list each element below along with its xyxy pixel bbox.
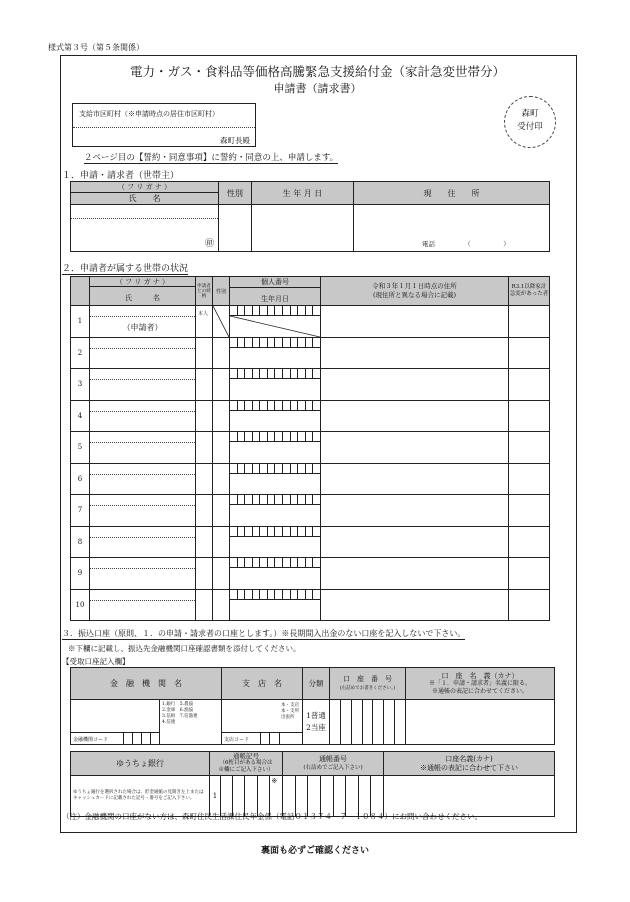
row-number: 8 bbox=[71, 526, 90, 558]
address-header: 現 住 所 bbox=[354, 182, 550, 205]
member-mynumber-cell[interactable] bbox=[230, 432, 321, 464]
member-name-cell[interactable] bbox=[90, 432, 196, 464]
member-address-cell[interactable] bbox=[321, 526, 509, 558]
type-header: 分類 bbox=[303, 668, 330, 700]
household-row bbox=[71, 589, 550, 621]
stamp-line2: 受付印 bbox=[517, 122, 543, 132]
reception-stamp bbox=[504, 96, 556, 148]
member-relation-cell[interactable] bbox=[196, 337, 213, 369]
gender-header: 性別 bbox=[219, 182, 252, 205]
household-row bbox=[71, 369, 550, 401]
dob-header: 生 年 月 日 bbox=[252, 182, 354, 205]
relation-header: 申請者との続柄 bbox=[196, 277, 213, 306]
yucho-header: ゆうちょ銀行 bbox=[71, 752, 210, 776]
holder-note2: ※通帳の表記に合わせてください。 bbox=[431, 687, 528, 695]
member-address-cell[interactable] bbox=[321, 558, 509, 590]
member-name-cell[interactable] bbox=[90, 495, 196, 527]
member-gender-cell[interactable] bbox=[213, 400, 230, 432]
member-address-cell[interactable] bbox=[321, 306, 509, 338]
footer-note: 裏面も必ずご確認ください bbox=[260, 846, 369, 856]
member-name-cell[interactable] bbox=[90, 400, 196, 432]
member-mynumber-cell[interactable] bbox=[230, 400, 321, 432]
member-relation-cell[interactable] bbox=[196, 400, 213, 432]
bank-table bbox=[70, 667, 555, 745]
member-address-cell[interactable] bbox=[321, 400, 509, 432]
household-row bbox=[71, 495, 550, 527]
row-number: 2 bbox=[71, 337, 90, 369]
passbook-symbol-one: 1 bbox=[210, 776, 221, 816]
mynumber-header: 個人番号 bbox=[261, 278, 289, 286]
member-sudden-change-cell[interactable] bbox=[509, 558, 550, 590]
branch-name-cell[interactable] bbox=[222, 700, 303, 745]
bank-kinds[interactable]: 1.銀行 5.農協 2.金庫 6.漁協 3.信組 7.信漁連 4.信連 bbox=[160, 700, 222, 745]
holder-header: 口 座 名 義（カナ） bbox=[441, 671, 519, 680]
member-relation-cell[interactable] bbox=[196, 306, 213, 338]
row-number: 3 bbox=[71, 369, 90, 401]
row-number: 4 bbox=[71, 400, 90, 432]
member-name-cell[interactable] bbox=[90, 369, 196, 401]
row-number: 5 bbox=[71, 432, 90, 464]
applicant-name-cell[interactable] bbox=[71, 205, 219, 252]
member-name-cell[interactable] bbox=[90, 558, 196, 590]
member-address-cell[interactable] bbox=[321, 337, 509, 369]
form-title: 電力・ガス・食料品等価格高騰緊急支援給付金（家計急変世帯分） bbox=[129, 64, 505, 79]
seal-mark: ㊞ bbox=[204, 239, 214, 249]
addressee-name: 森町長殿 bbox=[220, 136, 250, 145]
acct-no-note: (右詰めでお書きください。) bbox=[339, 685, 396, 691]
yucho-note: ゆうちょ銀行を選択された場合は、貯金通帳の見開き左上またはキャッシュカードに記載された記号・番号をご記入下さい。 bbox=[71, 776, 210, 817]
member-name-cell[interactable] bbox=[90, 589, 196, 621]
household-row bbox=[71, 337, 550, 369]
addressee-box bbox=[72, 103, 256, 147]
dob-header-2: 生年月日 bbox=[261, 295, 289, 303]
phone-label: 電話 （ ） bbox=[422, 240, 510, 248]
member-mynumber-cell[interactable] bbox=[230, 526, 321, 558]
passbook-number-header: 通帳番号 bbox=[319, 754, 347, 763]
passbook-symbol-note1: （6桁目がある場合は bbox=[219, 760, 273, 766]
member-gender-cell[interactable] bbox=[213, 589, 230, 621]
household-row bbox=[71, 432, 550, 464]
member-relation-cell[interactable] bbox=[196, 463, 213, 495]
member-sudden-change-cell[interactable] bbox=[509, 526, 550, 558]
passbook-symbol-note2: ※欄にご記入下さい） bbox=[218, 767, 274, 773]
member-gender-cell[interactable] bbox=[213, 558, 230, 590]
holder2-header: 口座名義(カナ) bbox=[445, 754, 493, 763]
holder2-note: ※通帳の表記に合わせて下さい bbox=[420, 763, 518, 772]
bank-code-label: 金融機関コード bbox=[73, 737, 109, 743]
member-relation-cell[interactable] bbox=[196, 432, 213, 464]
member-sudden-change-cell[interactable] bbox=[509, 432, 550, 464]
account-number-cell[interactable] bbox=[330, 700, 406, 745]
member-sudden-change-cell[interactable] bbox=[509, 369, 550, 401]
type-current[interactable]: 2当座 bbox=[306, 723, 326, 732]
row-number: 9 bbox=[71, 558, 90, 590]
member-relation-cell[interactable] bbox=[196, 558, 213, 590]
passbook-number-note: (右詰めでご記入下さい) bbox=[303, 764, 363, 771]
member-mynumber-cell[interactable] bbox=[230, 369, 321, 401]
slash-mark bbox=[213, 306, 229, 337]
section1-heading: １．申請・請求者（世帯主） bbox=[62, 171, 180, 181]
slash-mark-dob bbox=[230, 316, 320, 337]
furigana-header: （ フ リ ガ ナ ） bbox=[71, 182, 219, 193]
member-mynumber-cell[interactable] bbox=[230, 306, 321, 338]
member-address-cell[interactable] bbox=[321, 432, 509, 464]
sixth-digit-mark: ※ bbox=[271, 777, 278, 785]
member-gender-cell[interactable] bbox=[213, 526, 230, 558]
yucho-table bbox=[70, 751, 555, 817]
member-gender-cell[interactable] bbox=[213, 432, 230, 464]
section3-heading: ３．振込口座（原則、１．の申請・請求者の口座とします。）※長期間入出金のない口座を記入しないで下さい。 bbox=[62, 629, 466, 638]
household-row bbox=[71, 526, 550, 558]
member-mynumber-cell[interactable] bbox=[230, 589, 321, 621]
section3-note: ※下欄に記載し、振込先金融機関口座確認書類を添付してください。 bbox=[68, 644, 301, 653]
member-mynumber-cell[interactable] bbox=[230, 463, 321, 495]
form-number: 様式第３号（第５条関係） bbox=[48, 43, 144, 52]
section2-heading: ２．申請者が属する世帯の状況 bbox=[62, 261, 188, 275]
member-address-cell[interactable] bbox=[321, 589, 509, 621]
form-subtitle: 申請書（請求書） bbox=[273, 82, 362, 95]
member-relation-cell[interactable] bbox=[196, 495, 213, 527]
member-address-cell[interactable] bbox=[321, 463, 509, 495]
row-number: 10 bbox=[71, 589, 90, 621]
member-relation-cell[interactable] bbox=[196, 526, 213, 558]
member-sudden-change-cell[interactable] bbox=[509, 463, 550, 495]
furigana-header-2: （ フ リ ガ ナ ） bbox=[115, 278, 170, 286]
applicant-marker: （申請者） bbox=[122, 323, 163, 332]
member-name-cell[interactable] bbox=[90, 463, 196, 495]
address-header-line1: 令和３年１月１日時点の住所 bbox=[372, 282, 457, 290]
member-relation-cell[interactable] bbox=[196, 369, 213, 401]
applicant-dob-cell[interactable] bbox=[252, 205, 354, 252]
holder-note1: ※「１．申請・請求者」名義に限る。 bbox=[428, 679, 531, 687]
member-address-cell[interactable] bbox=[321, 495, 509, 527]
address-header-line2: (現住所と異なる場合に記載) bbox=[372, 291, 457, 299]
household-table bbox=[70, 276, 550, 621]
household-row bbox=[71, 558, 550, 590]
household-row bbox=[71, 400, 550, 432]
self-marker: 本人 bbox=[198, 311, 209, 317]
name-header: 氏 名 bbox=[71, 193, 219, 205]
member-name-cell[interactable] bbox=[90, 526, 196, 558]
entry-label: 【受取口座記入欄】 bbox=[62, 657, 130, 666]
member-mynumber-cell[interactable] bbox=[230, 495, 321, 527]
sudden-change-header: R3.1以降家計急変があった者 bbox=[509, 277, 550, 306]
member-mynumber-cell[interactable] bbox=[230, 558, 321, 590]
member-sudden-change-cell[interactable] bbox=[509, 306, 550, 338]
household-row bbox=[71, 306, 550, 338]
passbook-symbol-header: 通帳記号 bbox=[233, 752, 259, 760]
member-gender-cell[interactable] bbox=[213, 306, 230, 338]
member-sudden-change-cell[interactable] bbox=[509, 337, 550, 369]
member-mynumber-cell[interactable] bbox=[230, 337, 321, 369]
acct-no-header: 口 座 番 号 bbox=[343, 674, 392, 683]
member-gender-cell[interactable] bbox=[213, 369, 230, 401]
applicant-gender-cell[interactable] bbox=[219, 205, 252, 252]
applicant-address-cell[interactable] bbox=[354, 205, 550, 252]
member-address-cell[interactable] bbox=[321, 369, 509, 401]
account-holder-cell[interactable] bbox=[406, 700, 555, 745]
member-gender-cell[interactable] bbox=[213, 337, 230, 369]
address-header-2 bbox=[321, 277, 509, 306]
account-type-cell[interactable] bbox=[303, 700, 330, 745]
branch-code-label: 支店コード bbox=[224, 737, 250, 743]
row-number: 1 bbox=[71, 306, 90, 338]
member-relation-cell[interactable] bbox=[196, 589, 213, 621]
stamp-line1: 森町 bbox=[521, 109, 539, 119]
branch-kinds: 本・支店 本・支所 出張所 bbox=[281, 703, 299, 720]
row-number: 7 bbox=[71, 495, 90, 527]
branch-header: 支 店 名 bbox=[222, 668, 303, 700]
gender-header-2: 性別 bbox=[213, 277, 230, 306]
member-sudden-change-cell[interactable] bbox=[509, 495, 550, 527]
applicant-table bbox=[70, 181, 550, 252]
bank-name-cell[interactable] bbox=[71, 700, 160, 745]
addressee-label: 支給市区町村（※申請時点の居住市区町村） bbox=[79, 110, 219, 118]
member-name-cell[interactable] bbox=[90, 306, 196, 338]
name-header-2: 氏 名 bbox=[125, 294, 160, 302]
row-number: 6 bbox=[71, 463, 90, 495]
member-sudden-change-cell[interactable] bbox=[509, 589, 550, 621]
member-name-cell[interactable] bbox=[90, 337, 196, 369]
member-gender-cell[interactable] bbox=[213, 495, 230, 527]
member-gender-cell[interactable] bbox=[213, 463, 230, 495]
pledge-text: ２ページ目の【誓約・同意事項】に誓約・同意の上、申請します。 bbox=[84, 153, 339, 163]
bank-header: 金 融 機 関 名 bbox=[71, 668, 222, 700]
type-ordinary[interactable]: 1普通 bbox=[306, 711, 326, 720]
footnote: （注）金融機関の口座がない方は、森町住民生活課住民年金係（電話０１３７４－７－１０８４）にお問い合わせください。 bbox=[62, 812, 482, 821]
household-row bbox=[71, 463, 550, 495]
member-sudden-change-cell[interactable] bbox=[509, 400, 550, 432]
